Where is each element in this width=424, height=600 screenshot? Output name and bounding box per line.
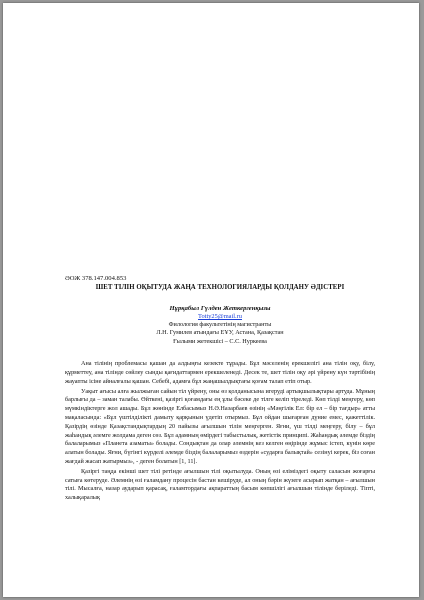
supervisor-line: Ғылыми жетекшісі – С.С. Нуркеева — [173, 337, 267, 345]
body-paragraph: Ана тілінің проблемасы қашан да алдыңғы кезекте тұрады. Бұл мәселенің ерекшелігі ана тілін оқу, білу, құрметтеу, ана тілінде сөйлеу сынды қағидаттармен ерекшеленеді. Десек те, шет тілін оқу әрі үйрену күн тәртібінің жауапты ісіне айналғалы қашан. Себебі, адамға бұл жаңашылдықтағы қоғам талап етіп отыр. — [65, 360, 375, 385]
affiliation-line: Филология факультетінің магистранты — [168, 321, 272, 328]
article-body — [65, 360, 375, 503]
author-name: Нұрқабыл Гүлден Жеткергенқызы — [169, 305, 271, 312]
affiliation-line: Л.Н. Гумилев атындағы ЕҰУ, Астана, Қазақстан — [156, 329, 284, 337]
document-page — [3, 3, 419, 597]
article-title: ШЕТ ТІЛІН ОҚЫТУДА ЖАҢА ТЕХНОЛОГИЯЛАРДЫ ҚОЛДАНУ ӘДІСТЕРІ — [95, 284, 345, 291]
udc-code: ӘОЖ 378.147.004.853 — [65, 275, 127, 282]
body-paragraph: Уақыт ағысы алға жылжыған сайын тіл үйрену, оны өз қолданысына игеруді артықшылықтары артуда. Мұның барлығы да – заман талабы. Өйткені, қазіргі қоғамдағы ең ұлы бәсеке де тілге келіп тіреледі. Көп тілді меңгеру, көп мүмкіндіктерге жол ашады. Бұл жөнінде Елбасымыз Н.Ә.Назарбаев өзінің «Мәңгілік Ел: бір ел – бір тағдыр» атты мақаласында: «Бұл үштілділікті дамыту қарқынын үдетіп отырмыз. Бұл ойдан шығарған дүние емес, қажеттілік. Қазірдің өзінде Қазақстандықтардың 20 пайызы ағылшын тілін меңгерген. Яғни, үш тілді меңгеру, білу – бұл жаһандық әлемге жолдама деген сөз. Бұл адамның өмірдегі табыстылық, жетістік принципі. Жаһандық әлемде біздің балаларымыз «Планета азаматы» болады. Сондықтан да олар әлемнің кез келген өңірінде жұмыс істеп, күнін көре алатын болады. Яғни, бүгінгі күрделі әлемде біздің балаларымыз өздерін «сударға балықтай» сезінуі керек, біз соған жағдай жасап жатырмыз», - деген болатын [1, 11]. — [65, 387, 375, 465]
body-paragraph: Қазіргі таңда екінші шет тілі ретінде ағылшын тілі оқытылуда. Оның өзі еліміздегі оқыту саласын жоғарғы сатыға көтеруде. Әлемнің өзі ғаламдану процесін бастан кешіруде, ал оның бәрін жүзеге асырып жатқан – ағылшын тілі. Мысалға, назар аударып қарасақ, ғаламтордағы ақпараттың басым көпшілігі ағылшын тілінде беріледі. Тіпті, халықаралық — [65, 467, 375, 502]
article-content — [65, 275, 375, 503]
author-email-link[interactable]: Totty25@mail.ru — [198, 313, 242, 320]
